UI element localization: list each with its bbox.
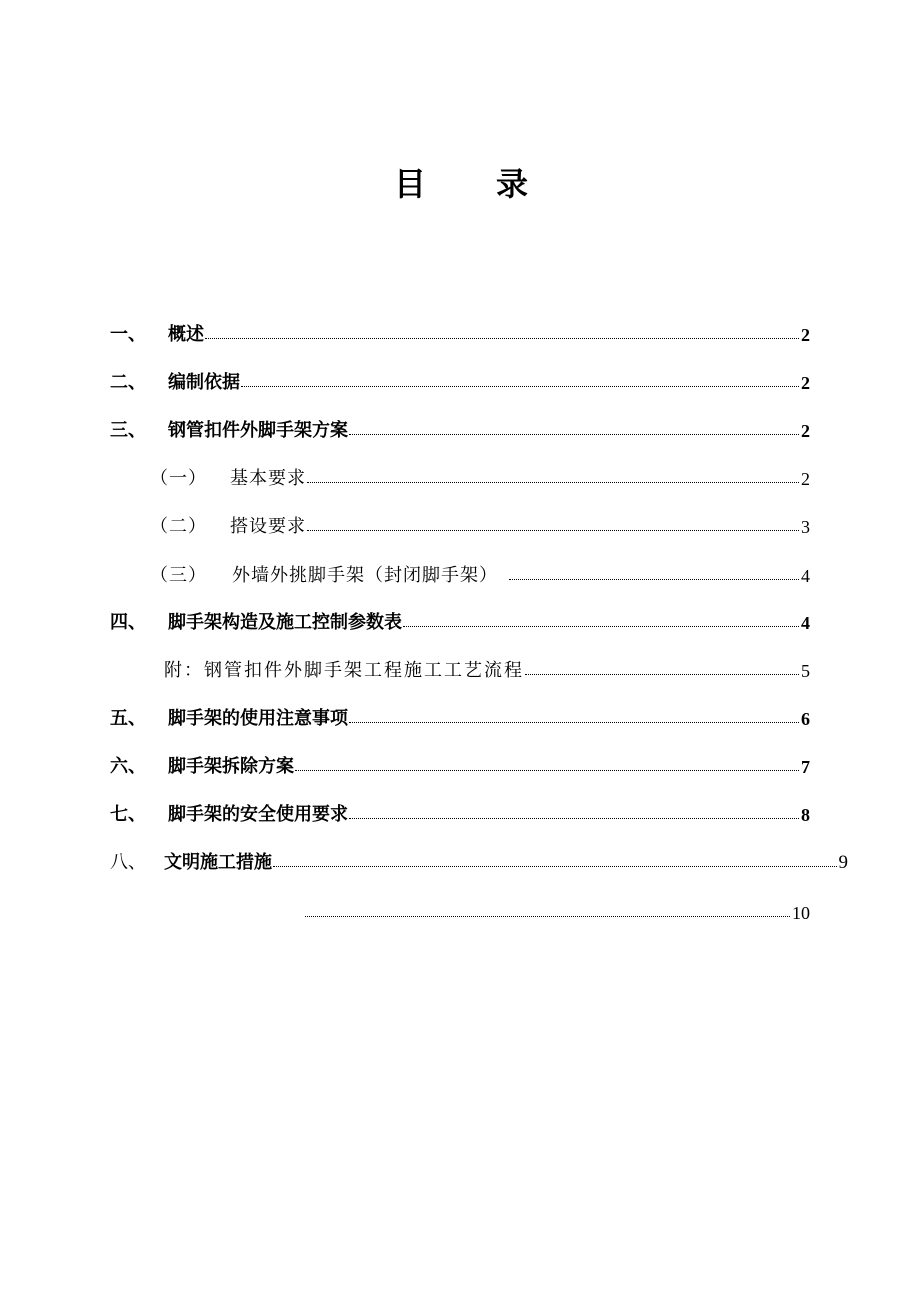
toc-entry-number: 四、 xyxy=(110,612,146,633)
dot-leader xyxy=(509,579,799,580)
toc-entry-page: 2 xyxy=(801,325,810,345)
toc-title xyxy=(0,162,920,212)
toc-entry-3-1[interactable] xyxy=(150,462,810,490)
dot-leader xyxy=(305,916,790,917)
toc-entry-number: 二、 xyxy=(110,372,146,393)
toc-entry-4[interactable] xyxy=(110,606,810,634)
dot-leader xyxy=(241,386,799,387)
toc-entry-page: 10 xyxy=(792,903,810,923)
dot-leader xyxy=(349,722,799,723)
toc-entry-number: 三、 xyxy=(110,420,146,441)
toc-entry-number: 七、 xyxy=(110,804,146,825)
dot-leader xyxy=(295,770,799,771)
toc-entry-number: 八、 xyxy=(110,852,146,873)
toc-entry-2[interactable] xyxy=(110,366,810,394)
toc-entry-text: 外墙外挑脚手架（封闭脚手架） xyxy=(232,565,498,586)
toc-entry-page: 4 xyxy=(801,566,810,586)
toc-entry-page: 2 xyxy=(801,373,810,393)
toc-entry-5[interactable] xyxy=(110,702,810,730)
toc-entry-1[interactable] xyxy=(110,318,810,346)
dot-leader xyxy=(307,530,799,531)
dot-leader xyxy=(403,626,799,627)
toc-entry-3-2[interactable] xyxy=(150,510,810,538)
dot-leader xyxy=(273,866,837,867)
toc-entry-6[interactable] xyxy=(110,750,810,778)
toc-entry-text: 文明施工措施 xyxy=(164,852,272,873)
toc-entry-number: 六、 xyxy=(110,756,146,777)
toc-entry-page: 9 xyxy=(838,852,848,873)
toc-entry-page: 2 xyxy=(801,421,810,441)
dot-leader xyxy=(349,434,799,435)
dot-leader xyxy=(525,674,799,675)
toc-entry-text: 编制依据 xyxy=(168,372,240,393)
toc-title-char-1: 目 xyxy=(394,165,427,203)
dot-leader xyxy=(307,482,799,483)
toc-entry-3[interactable] xyxy=(110,414,810,442)
toc-entry-3-3[interactable] xyxy=(150,559,810,587)
toc-entry-page: 2 xyxy=(801,469,810,489)
toc-entry-text: 脚手架拆除方案 xyxy=(168,756,294,777)
toc-entry-number: （二） xyxy=(150,516,207,537)
toc-entry-text: 脚手架构造及施工控制参数表 xyxy=(168,612,402,633)
dot-leader xyxy=(205,338,799,339)
toc-entry-text: 基本要求 xyxy=(230,468,306,489)
toc-entry-text: 概述 xyxy=(168,324,204,345)
toc-entry-page: 6 xyxy=(801,709,810,729)
toc-entry-page: 5 xyxy=(801,661,810,681)
toc-entry-text: 脚手架的使用注意事项 xyxy=(168,708,348,729)
dot-leader xyxy=(349,818,799,819)
toc-entry-page: 3 xyxy=(801,517,810,537)
toc-entry-orphan[interactable] xyxy=(305,896,810,924)
toc-entry-text: 脚手架的安全使用要求 xyxy=(168,804,348,825)
toc-entry-page: 7 xyxy=(801,757,810,777)
toc-entry-number: 一、 xyxy=(110,324,146,345)
toc-entry-page: 4 xyxy=(801,613,810,633)
toc-entry-7[interactable] xyxy=(110,798,810,826)
toc-entry-number: （一） xyxy=(150,468,207,489)
toc-entry-number: （三） xyxy=(150,565,207,586)
toc-title-char-2: 录 xyxy=(496,165,529,203)
toc-entry-page: 8 xyxy=(801,805,810,825)
toc-entry-text: 附：钢管扣件外脚手架工程施工工艺流程 xyxy=(164,660,524,681)
toc-entry-text: 搭设要求 xyxy=(230,516,306,537)
toc-entry-number: 五、 xyxy=(110,708,146,729)
toc-entry-appendix[interactable] xyxy=(164,654,810,682)
toc-entry-8[interactable] xyxy=(110,846,848,874)
toc-entry-text: 钢管扣件外脚手架方案 xyxy=(168,420,348,441)
